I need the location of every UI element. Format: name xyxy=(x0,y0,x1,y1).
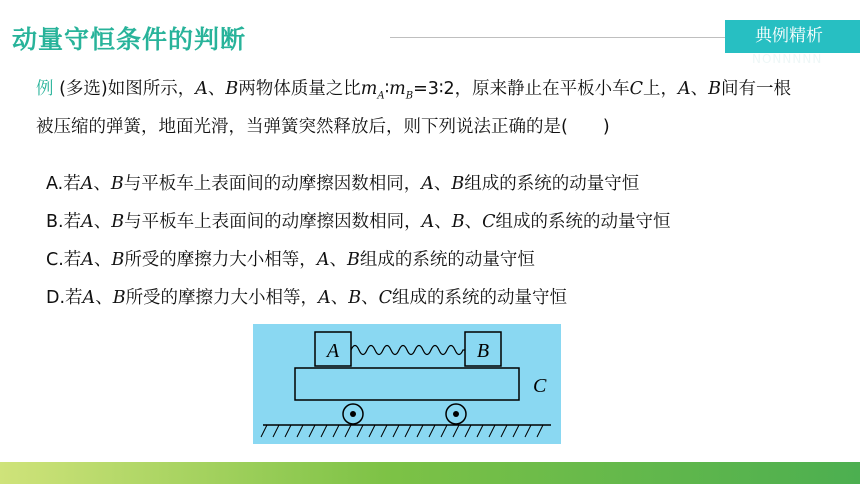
mass-b: m xyxy=(389,79,406,99)
var-a: A xyxy=(421,174,434,194)
var-b: B xyxy=(112,288,126,308)
separator: 、 xyxy=(690,79,709,99)
var-a: A xyxy=(195,79,208,99)
ratio-colon: ∶ xyxy=(384,79,390,99)
separator: 、 xyxy=(95,288,113,308)
separator: 、 xyxy=(361,288,379,308)
question-text xyxy=(36,74,806,142)
var-c: C xyxy=(629,79,644,99)
mass-b-subscript: B xyxy=(405,90,414,102)
var-b: B xyxy=(348,288,362,308)
separator: 、 xyxy=(330,288,349,308)
var-a: A xyxy=(678,79,691,99)
var-b: B xyxy=(451,174,465,194)
var-b: B xyxy=(708,79,722,99)
var-c: C xyxy=(378,288,392,308)
option-prefix: A.若 xyxy=(46,174,81,194)
var-b: B xyxy=(111,250,125,270)
option-prefix: B.若 xyxy=(46,212,82,232)
var-a: A xyxy=(316,250,330,270)
var-b: B xyxy=(111,212,125,232)
separator: 、 xyxy=(93,250,112,270)
question-part: 上， xyxy=(643,79,679,99)
cart-body xyxy=(295,368,519,400)
left-wheel xyxy=(343,404,363,424)
separator: 、 xyxy=(464,212,483,232)
question-lead: 例 xyxy=(36,79,54,99)
option-text: 所受的摩擦力大小相等， xyxy=(125,288,319,308)
separator: 、 xyxy=(93,212,112,232)
option-text: 组成的系统的动量守恒 xyxy=(359,250,535,270)
option-text: 所受的摩擦力大小相等， xyxy=(124,250,317,270)
var-b: B xyxy=(451,212,465,232)
cart-label: C xyxy=(533,375,547,397)
var-b: B xyxy=(346,250,360,270)
option-prefix: C.若 xyxy=(46,250,82,270)
separator: 、 xyxy=(434,212,452,232)
mass-ratio: =3∶2，原来静止在平板小车 xyxy=(413,79,630,99)
cart-spring-diagram xyxy=(253,324,561,444)
var-a: A xyxy=(318,288,331,308)
badge-shadow-text: NONNNNN xyxy=(752,52,823,66)
right-wheel xyxy=(446,404,466,424)
var-a: A xyxy=(81,250,94,270)
section-badge: 典例精析 xyxy=(725,20,860,53)
separator: 、 xyxy=(329,250,347,270)
block-a-label: A xyxy=(326,340,340,362)
question-part: 间有一根被压缩的弹簧，地面光滑，当弹簧突然释放后，则下列说法正确的是( ) xyxy=(36,79,792,137)
mass-a: m xyxy=(360,79,378,99)
option-d[interactable] xyxy=(46,285,671,323)
option-prefix: D.若 xyxy=(46,288,83,308)
mass-a-subscript: A xyxy=(377,90,385,102)
option-text: 与平板车上表面间的动摩擦因数相同， xyxy=(123,174,422,194)
physics-figure xyxy=(253,324,561,444)
option-text: 与平板车上表面间的动摩擦因数相同， xyxy=(124,212,422,232)
option-c[interactable] xyxy=(46,247,671,285)
var-a: A xyxy=(82,288,96,308)
separator: 、 xyxy=(207,79,226,99)
var-a: A xyxy=(421,212,435,232)
option-text: 组成的系统的动量守恒 xyxy=(464,174,640,194)
footer-gradient-bar xyxy=(0,462,860,484)
separator: 、 xyxy=(433,174,452,194)
var-b: B xyxy=(110,174,124,194)
var-a: A xyxy=(80,174,94,194)
separator: 、 xyxy=(93,174,111,194)
option-text: 组成的系统的动量守恒 xyxy=(391,288,567,308)
question-part: (多选)如图所示， xyxy=(59,79,196,99)
spring-coil xyxy=(351,346,465,355)
page-title: 动量守恒条件的判断 xyxy=(12,25,247,54)
option-b[interactable] xyxy=(46,209,671,247)
var-b: B xyxy=(225,79,239,99)
block-b-label: B xyxy=(476,340,490,362)
answer-options xyxy=(46,171,671,323)
header-divider xyxy=(390,37,730,38)
option-a[interactable] xyxy=(46,171,671,209)
question-part: 两物体质量之比 xyxy=(238,79,361,99)
option-text: 组成的系统的动量守恒 xyxy=(495,212,671,232)
var-c: C xyxy=(482,212,496,232)
var-a: A xyxy=(81,212,94,232)
ground-hatching xyxy=(261,425,543,437)
